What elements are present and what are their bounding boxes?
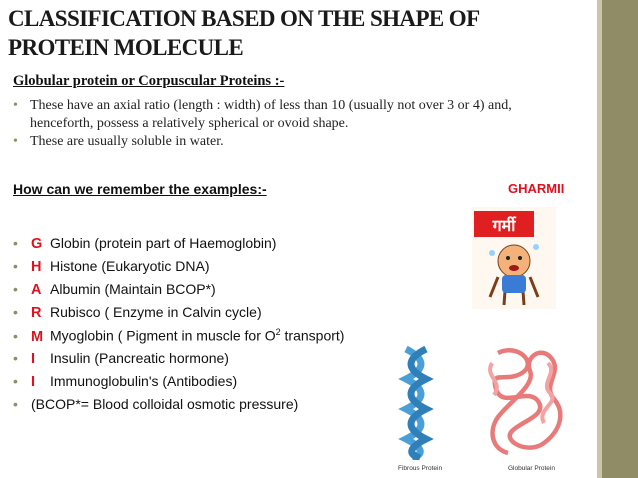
example-text: Albumin (Maintain BCOP*) [50,281,216,297]
bullet-text-1b: henceforth, possess a relatively spherical or ovoid shape. [30,116,349,131]
bullet-icon: • [13,396,18,412]
example-item [13,327,344,345]
globular-caption: Globular Protein [508,465,555,472]
example-text: Histone (Eukaryotic DNA) [50,258,210,274]
example-letter: A [31,282,42,298]
example-letter: M [31,328,44,345]
fibrous-caption: Fibrous Protein [398,465,443,472]
globular-subheading: Globular protein or Corpuscular Proteins :- [13,73,285,89]
bullet-icon: • [13,258,18,274]
example-text-tail: transport) [280,327,345,344]
decorative-side-bar [597,0,638,478]
side-bar-stripe [597,0,602,478]
garmi-poster-illustration [472,207,556,309]
bullet-icon: • [13,327,18,344]
cartoon-eye [518,256,522,260]
footnote-item [13,396,298,412]
globular-chain [542,363,552,423]
example-item [13,350,229,367]
bullet-text-2: These are usually soluble in water. [30,134,224,149]
bullet-icon: • [13,235,18,251]
example-letter: I [31,374,36,390]
cartoon-eye [506,256,510,260]
slide-title [8,4,588,62]
example-text: Rubisco ( Enzyme in Calvin cycle) [50,304,262,320]
example-letter: G [31,236,43,252]
mnemonic-label: GHARMII [508,181,565,196]
bullet-icon: • [13,350,18,366]
example-item [13,235,276,252]
example-letter: H [31,259,42,275]
sweat-drop [533,244,539,250]
title-line-1: CLASSIFICATION BASED ON THE SHAPE OF [8,6,480,31]
example-item [13,281,216,298]
bullet-icon: • [13,134,18,149]
globular-chain [490,363,497,395]
example-text: Insulin (Pancreatic hormone) [50,350,229,366]
cartoon-mouth [509,265,519,271]
example-text: Globin (protein part of Haemoglobin) [50,235,277,251]
example-letter: I [31,351,36,367]
cartoon-shirt [502,275,526,293]
example-item [13,304,262,321]
cartoon-face [498,245,530,277]
bullet-text-1a: These have an axial ratio (length : width) of less than 10 (usually not over 3 or 4) and, [30,98,512,113]
bullet-icon: • [13,98,18,113]
example-text: Immunoglobulin's (Antibodies) [50,373,238,389]
example-item [13,373,237,390]
bullet-icon: • [13,373,18,389]
example-item [13,258,210,275]
bullet-item [13,133,591,151]
title-line-2: PROTEIN MOLECULE [8,35,244,60]
example-text: Myoglobin ( Pigment in muscle for O [50,327,276,344]
example-letter: R [31,305,42,321]
globular-protein-illustration [478,343,570,461]
bullet-icon: • [13,304,18,320]
sweat-drop [489,250,495,256]
remember-heading: How can we remember the examples:- [13,181,267,197]
fibrous-protein-illustration [398,345,436,460]
poster-text: गर्मी [492,216,516,235]
subscript-2: 2 [275,327,281,337]
footnote-text: (BCOP*= Blood colloidal osmotic pressure) [31,396,299,412]
bullet-icon: • [13,281,18,297]
definition-bullets [13,97,591,151]
bullet-item [13,97,591,133]
